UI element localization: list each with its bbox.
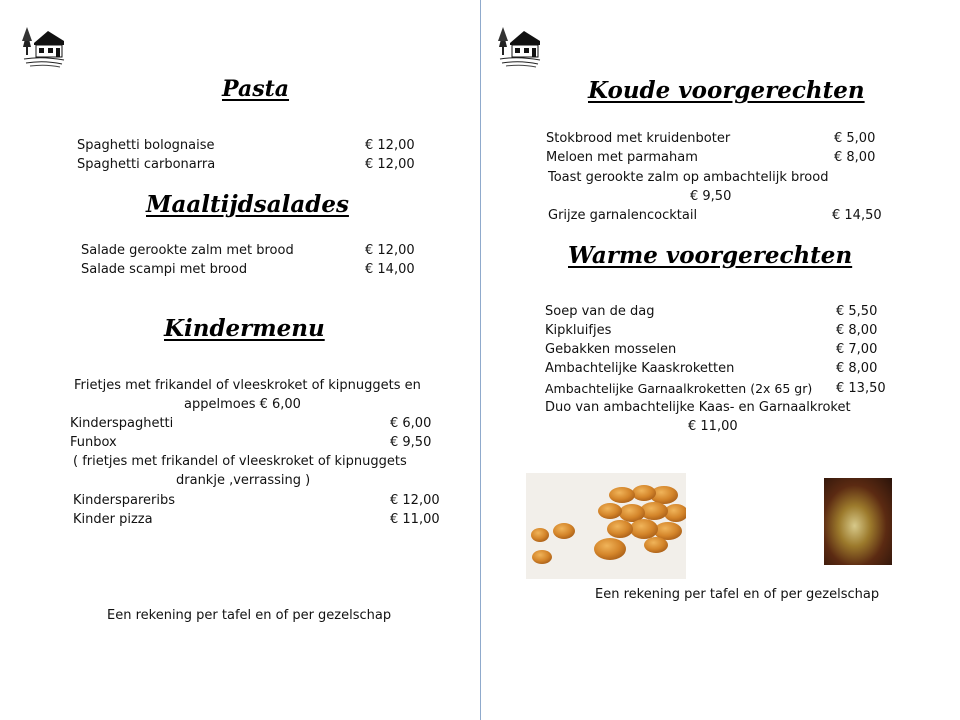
kids-intro-line: appelmoes € 6,00 [184,397,301,412]
menu-item-price: € 8,00 [834,150,876,165]
menu-item-name: Gebakken mosselen [545,342,677,357]
menu-item-price: € 12,00 [365,138,415,153]
menu-item-name: Duo van ambachtelijke Kaas- en Garnaalkroket [545,400,851,415]
footer-note: Een rekening per tafel en of per gezelschap [595,587,880,602]
menu-item-name: Salade gerookte zalm met brood [81,243,294,258]
menu-item-price: € 12,00 [365,157,415,172]
menu-item-price: € 11,00 [390,512,440,527]
house-logo-icon [498,25,542,69]
menu-item-price: € 9,50 [690,189,732,204]
menu-item-price: € 5,00 [834,131,876,146]
menu-item-price: € 12,00 [365,243,415,258]
menu-item-name: Ambachtelijke Kaaskroketten [545,361,735,376]
cold-starters-heading: Koude voorgerechten [588,77,865,104]
menu-item-name: Kipkluifjes [545,323,612,338]
warm-starters-heading: Warme voorgerechten [568,242,853,269]
page-divider [480,0,481,720]
dish-photo [824,478,892,565]
menu-item-name: Grijze garnalencocktail [548,208,698,223]
kids-intro-line: Frietjes met frikandel of vleeskroket of kipnuggets en [74,378,421,393]
menu-item-name: Kinder pizza [73,512,153,527]
menu-item-price: € 11,00 [688,419,738,434]
menu-item-price: € 5,50 [836,304,878,319]
menu-item-name: Meloen met parmaham [546,150,698,165]
menu-item-price: € 13,50 [836,381,886,396]
menu-item-name: Kinderspareribs [73,493,176,508]
footer-note: Een rekening per tafel en of per gezelschap [107,608,392,623]
menu-item-name: Stokbrood met kruidenboter [546,131,731,146]
menu-item-price: € 14,50 [832,208,882,223]
salads-heading: Maaltijdsalades [146,191,349,218]
kids-menu-heading: Kindermenu [164,315,325,342]
menu-item-name: Toast gerookte zalm op ambachtelijk brood [548,170,829,185]
funbox-note-line: drankje ,verrassing ) [176,473,311,488]
menu-item-name: Salade scampi met brood [81,262,248,277]
house-logo-icon [22,25,66,69]
menu-item-name: Funbox [70,435,117,450]
pasta-heading: Pasta [222,76,290,102]
menu-item-price: € 8,00 [836,323,878,338]
menu-item-price: € 6,00 [390,416,432,431]
menu-item-price: € 8,00 [836,361,878,376]
menu-item-name: Spaghetti bolognaise [77,138,215,153]
menu-item-name: Ambachtelijke Garnaalkroketten (2x 65 gr) [545,381,813,396]
menu-item-name: Spaghetti carbonarra [77,157,216,172]
menu-item-name: Soep van de dag [545,304,655,319]
menu-item-name: Kinderspaghetti [70,416,174,431]
menu-item-price: € 12,00 [390,493,440,508]
menu-item-price: € 14,00 [365,262,415,277]
menu-item-price: € 9,50 [390,435,432,450]
croquettes-photo [526,473,686,579]
menu-item-price: € 7,00 [836,342,878,357]
funbox-note-line: ( frietjes met frikandel of vleeskroket of kipnuggets [73,454,407,469]
